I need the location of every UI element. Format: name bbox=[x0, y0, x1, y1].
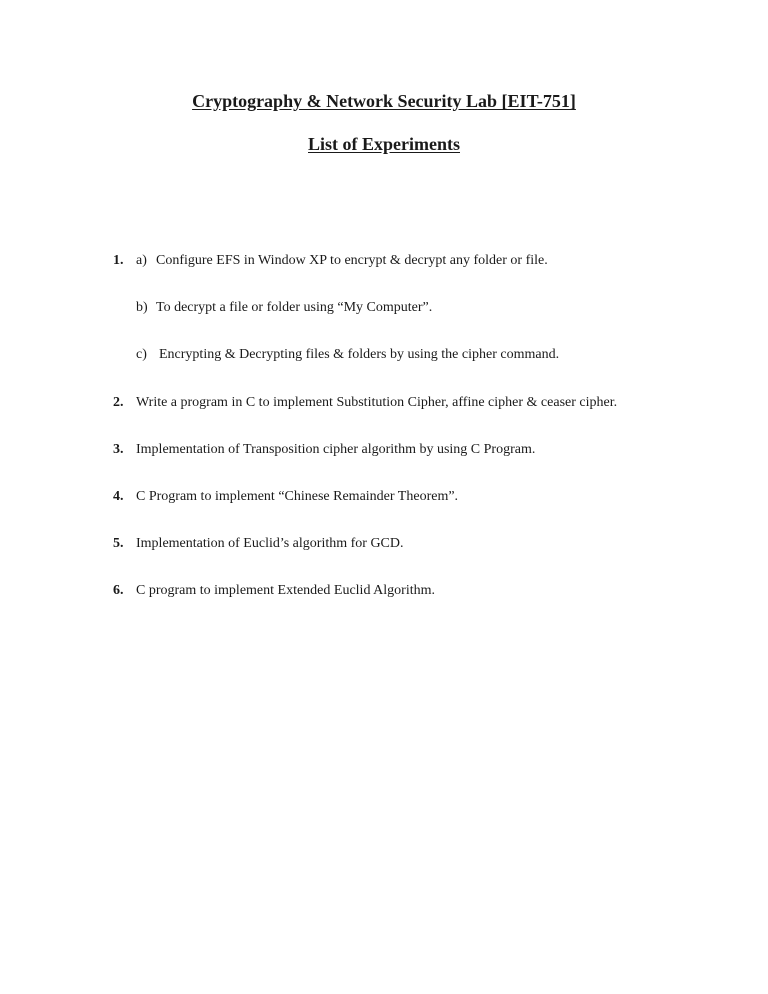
experiment-part bbox=[136, 300, 432, 316]
document-subtitle: List of Experiments bbox=[308, 134, 460, 154]
experiment-text: Write a program in C to implement Substitution Cipher, affine cipher & ceaser cipher. bbox=[136, 395, 618, 410]
part-label: c) bbox=[136, 347, 147, 362]
part-text: To decrypt a file or folder using “My Computer”. bbox=[156, 300, 433, 315]
experiment-number: 2. bbox=[113, 395, 124, 410]
experiment-text: C program to implement Extended Euclid Algorithm. bbox=[136, 583, 436, 598]
part-label: a) bbox=[136, 253, 147, 268]
experiment-number: 6. bbox=[113, 583, 124, 598]
experiment-text: Implementation of Transposition cipher algorithm by using C Program. bbox=[136, 442, 536, 457]
experiment-part bbox=[136, 253, 548, 269]
part-label: b) bbox=[136, 300, 148, 315]
experiment-number: 4. bbox=[113, 489, 124, 504]
experiment-part bbox=[136, 347, 559, 363]
part-text: Encrypting & Decrypting files & folders by using the cipher command. bbox=[159, 347, 560, 362]
experiment-text: C Program to implement “Chinese Remainder Theorem”. bbox=[136, 489, 459, 504]
part-text: Configure EFS in Window XP to encrypt & decrypt any folder or file. bbox=[156, 253, 548, 268]
experiment-number: 5. bbox=[113, 536, 124, 551]
experiment-text: Implementation of Euclid’s algorithm for GCD. bbox=[136, 536, 404, 551]
experiment-number: 1. bbox=[113, 253, 124, 268]
document-title: Cryptography & Network Security Lab [EIT-751] bbox=[192, 91, 576, 111]
experiment-number: 3. bbox=[113, 442, 124, 457]
